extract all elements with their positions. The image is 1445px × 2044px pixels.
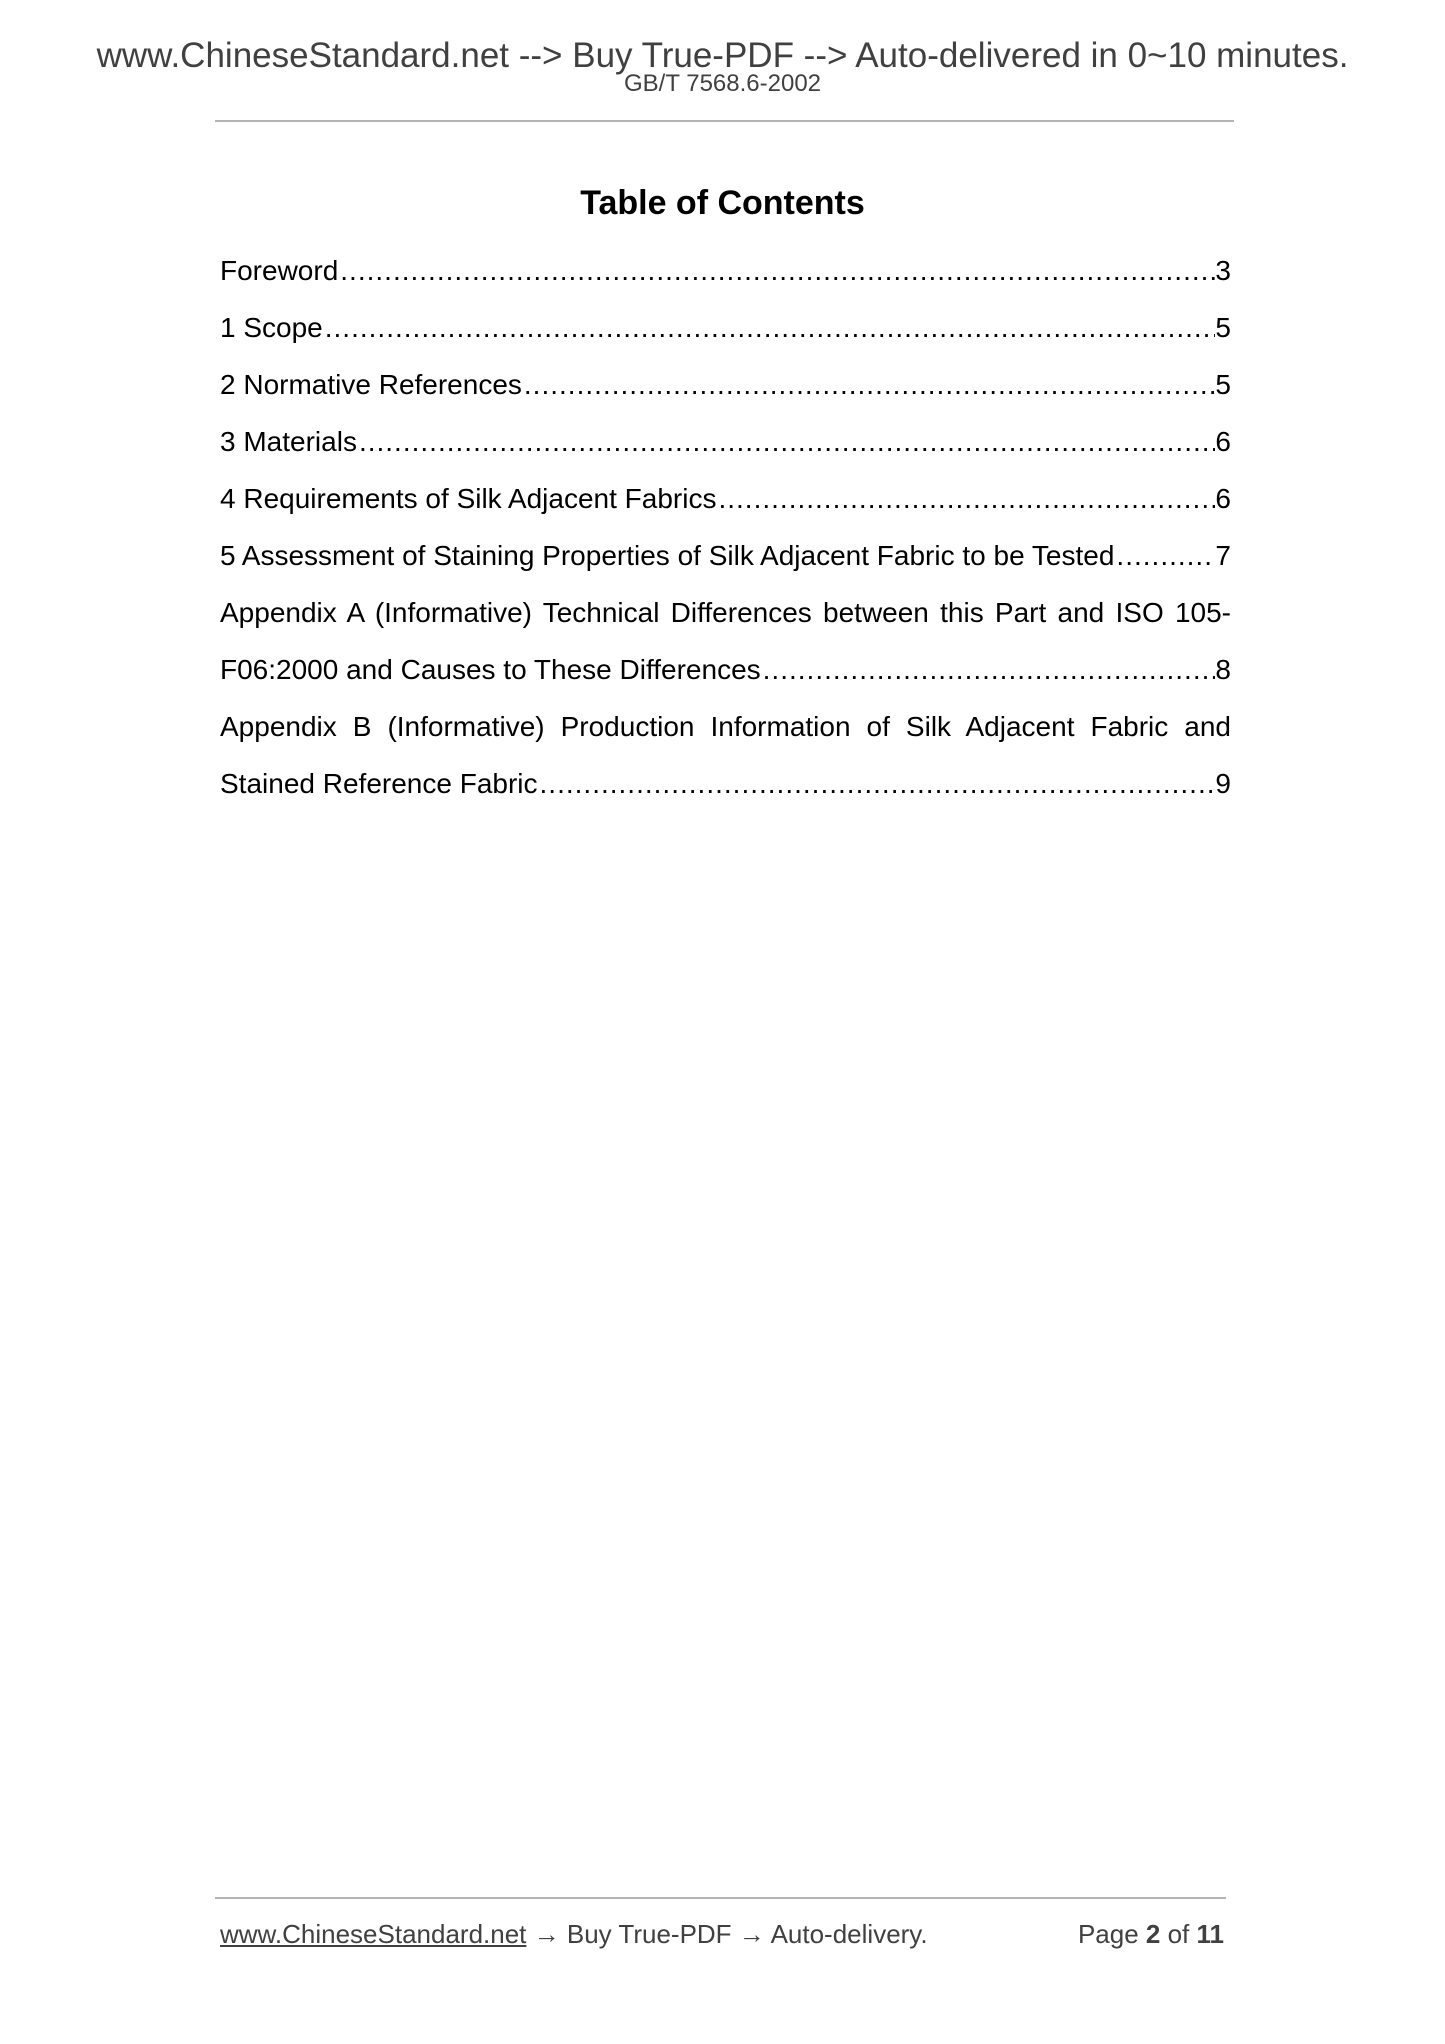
of-word: of: [1160, 1919, 1197, 1949]
toc-dot-leader: [1114, 527, 1215, 584]
toc-entry-label: 3 Materials: [220, 426, 357, 457]
toc-entry-page: 6: [1215, 483, 1231, 514]
toc-entry-label: 1 Scope: [220, 312, 323, 343]
toc-entry-foreword[interactable]: [220, 242, 1231, 299]
toc-dot-leader: [323, 299, 1216, 356]
toc-title: Table of Contents: [580, 184, 865, 222]
toc-entry-label-line1: Appendix B (Informative) Production Information of Silk Adjacent Fabric and: [220, 711, 1231, 742]
toc-entry-normative-references[interactable]: [220, 356, 1231, 413]
toc-entry-requirements[interactable]: [220, 470, 1231, 527]
toc-entry-assessment[interactable]: [220, 527, 1231, 584]
toc-entry-page: 6: [1215, 426, 1231, 457]
footer-source: [220, 1914, 928, 1954]
toc-entry-scope[interactable]: [220, 299, 1231, 356]
toc-dot-leader: [522, 356, 1216, 413]
table-of-contents: [220, 242, 1231, 812]
toc-entry-page: 3: [1215, 255, 1231, 286]
header-divider: [215, 120, 1234, 122]
toc-entry-page: 9: [1215, 768, 1231, 799]
footer-website-link[interactable]: www.ChineseStandard.net: [220, 1919, 527, 1949]
page-word: Page: [1077, 1919, 1146, 1949]
page-footer: [220, 1914, 1224, 1954]
toc-entry-page: 5: [1215, 312, 1231, 343]
toc-entry-label: F06:2000 and Causes to These Differences: [220, 654, 761, 685]
toc-entry-label: Foreword: [220, 255, 339, 286]
toc-dot-leader: [761, 641, 1216, 698]
top-banner: www.ChineseStandard.net --> Buy True-PDF --> Auto-delivered in 0~10 minutes.: [96, 36, 1349, 75]
toc-entry-label: 2 Normative References: [220, 369, 522, 400]
toc-entry-appendix-b[interactable]: [220, 698, 1231, 812]
toc-entry-label: 5 Assessment of Staining Properties of Silk Adjacent Fabric to be Tested: [220, 540, 1115, 571]
toc-entry-materials[interactable]: [220, 413, 1231, 470]
toc-dot-leader: [716, 470, 1215, 527]
total-pages: 11: [1196, 1919, 1224, 1949]
toc-entry-label-line1: Appendix A (Informative) Technical Differences between this Part and ISO 105-: [220, 597, 1231, 628]
toc-entry-label: 4 Requirements of Silk Adjacent Fabrics: [220, 483, 717, 514]
toc-entry-appendix-a[interactable]: [220, 584, 1231, 698]
current-page: 2: [1145, 1919, 1161, 1949]
page-number: [1078, 1914, 1224, 1954]
footer-divider: [215, 1897, 1226, 1899]
toc-entry-page: 5: [1215, 369, 1231, 400]
toc-entry-page: 8: [1215, 654, 1231, 685]
footer-delivery-text: → Buy True-PDF → Auto-delivery.: [526, 1919, 928, 1949]
toc-dot-leader: [338, 242, 1215, 299]
toc-entry-page: 7: [1215, 540, 1231, 571]
toc-dot-leader: [357, 413, 1215, 470]
toc-dot-leader: [538, 755, 1216, 812]
document-code: GB/T 7568.6-2002: [623, 70, 822, 97]
toc-entry-label: Stained Reference Fabric: [220, 768, 538, 799]
